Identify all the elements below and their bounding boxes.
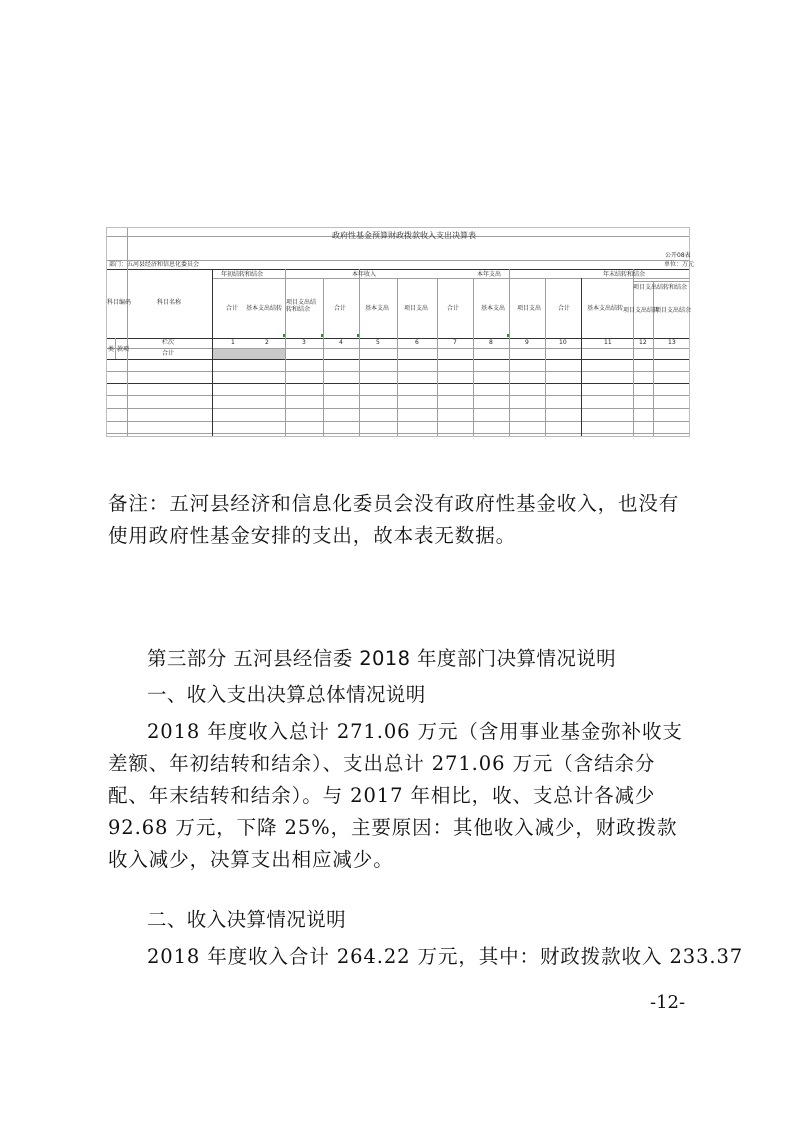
column-number: 2 bbox=[265, 339, 269, 346]
fund-budget-table bbox=[106, 227, 695, 437]
section-1-title: 一、收入支出决算总体情况说明 bbox=[147, 683, 426, 706]
column-number: 8 bbox=[489, 339, 493, 346]
column-income-total: 合计 bbox=[334, 305, 347, 312]
header-end-balance: 年末结转和结余 bbox=[603, 271, 646, 278]
part-title: 第三部分 五河县经信委 2018 年度部门决算情况说明 bbox=[147, 647, 617, 670]
header-start-balance: 年初结转和结余 bbox=[221, 271, 264, 278]
column-expense-project: 项目支出 bbox=[517, 305, 542, 312]
section-2-title: 二、收入决算情况说明 bbox=[147, 908, 347, 931]
header-current-income: 本年收入 bbox=[352, 271, 377, 278]
column-number: 1 bbox=[231, 339, 235, 346]
column-number: 12 bbox=[639, 339, 647, 346]
column-income-basic: 基本支出 bbox=[365, 305, 390, 312]
column-end-project-carry: 项目支出结转 bbox=[623, 307, 660, 314]
section-1-body: 2018 年度收入总计 271.06 万元（含用事业基金弥补收支差额、年初结转和结余）、支出总计 271.06 万元（含结余分配、年末结转和结余）。与 2017 年相比，收、支总计各减少 92.68 万元，下降 25%，主要原因：其他收入减少，财政拨款收入减少，决算支出相应减少。 bbox=[108, 720, 683, 871]
page-number: -12- bbox=[650, 992, 686, 1013]
column-subject-code: 科目编码 bbox=[107, 299, 132, 306]
label-sub: 项 bbox=[123, 346, 130, 353]
column-end-total: 合计 bbox=[558, 305, 571, 312]
column-start-total: 合计 bbox=[226, 305, 239, 312]
column-expense-total: 合计 bbox=[447, 305, 460, 312]
header-end-project-group: 项目支出结转和结余 bbox=[633, 284, 688, 291]
department-label: 部门：五河县经济和信息化委员会 bbox=[109, 261, 200, 268]
unit-label: 单位：万元 bbox=[664, 261, 695, 268]
column-number: 3 bbox=[302, 339, 306, 346]
column-number: 5 bbox=[376, 339, 380, 346]
row-total-label: 合计 bbox=[162, 350, 175, 357]
table-title: 政府性基金预算财政拨款收入支出决算表 bbox=[332, 231, 476, 240]
column-end-basic: 基本支出结转 bbox=[587, 305, 624, 312]
column-number: 4 bbox=[339, 339, 343, 346]
row-column-number-label: 栏次 bbox=[162, 339, 175, 346]
column-subject-name: 科目名称 bbox=[157, 299, 182, 306]
section-2-body: 2018 年度收入合计 264.22 万元，其中：财政拨款收入 233.37 bbox=[147, 945, 744, 968]
column-number: 11 bbox=[604, 339, 612, 346]
column-number: 6 bbox=[415, 339, 419, 346]
column-number: 13 bbox=[668, 339, 676, 346]
column-number: 7 bbox=[453, 339, 457, 346]
table-note: 备注：五河县经济和信息化委员会没有政府性基金收入，也没有使用政府性基金安排的支出，故本表无数据。 bbox=[108, 492, 680, 547]
column-expense-basic: 基本支出 bbox=[481, 305, 506, 312]
label-item: 款 bbox=[117, 346, 124, 353]
column-end-project-remain: 项目支出结余 bbox=[655, 307, 692, 314]
column-number: 9 bbox=[525, 339, 529, 346]
column-start-project: 项目支出结转和结余 bbox=[286, 299, 317, 313]
column-start-basic: 基本支出结转 bbox=[246, 305, 283, 312]
label-class: 类 bbox=[108, 346, 115, 353]
header-current-expense: 本年支出 bbox=[477, 271, 502, 278]
column-income-project: 项目支出 bbox=[404, 305, 429, 312]
column-number: 10 bbox=[559, 339, 567, 346]
form-number: 公开08表 bbox=[665, 252, 691, 259]
